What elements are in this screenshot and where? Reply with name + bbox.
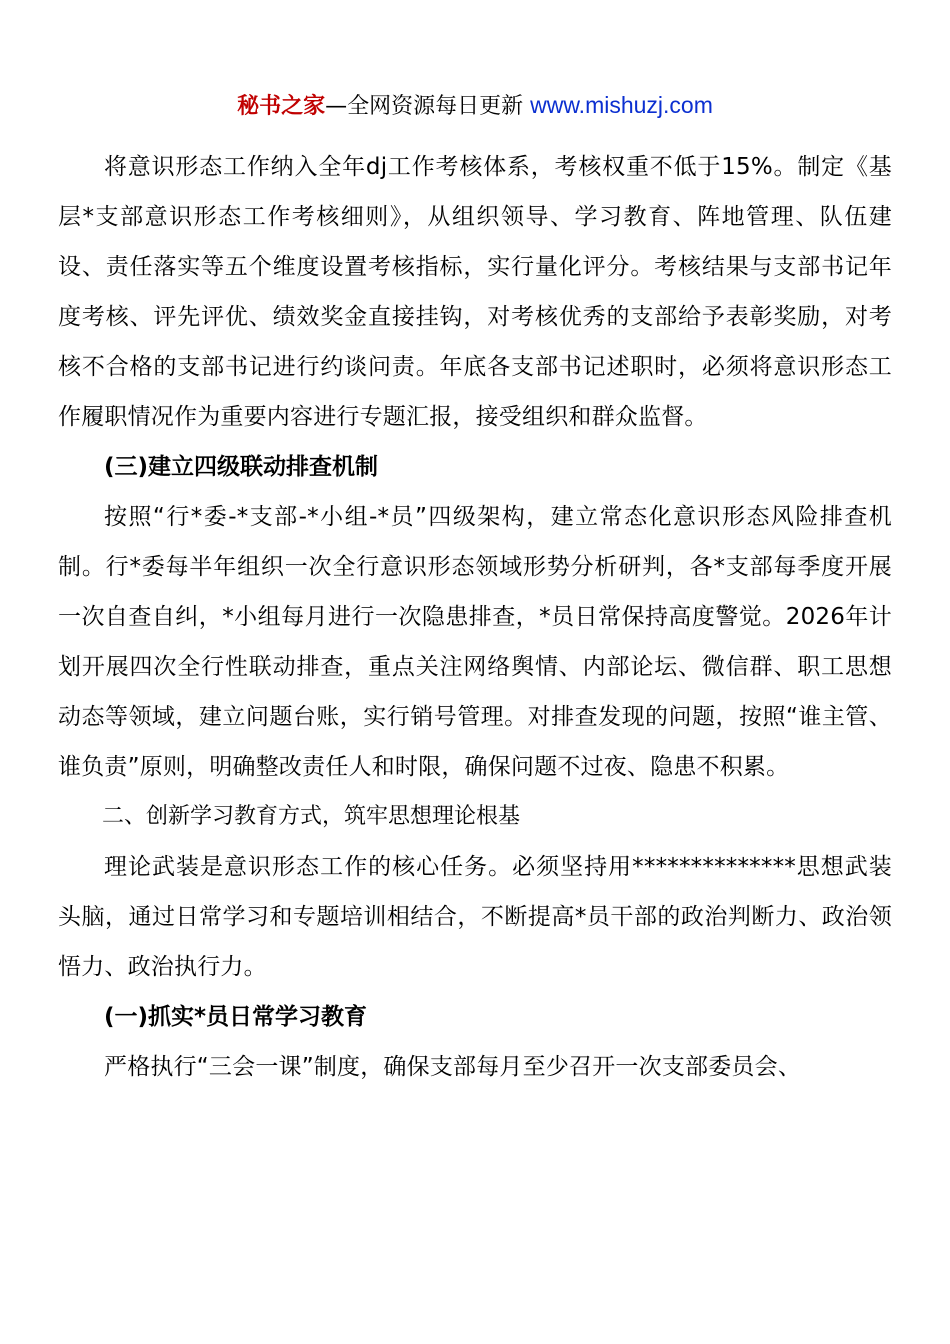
site-tagline: —全网资源每日更新	[325, 94, 531, 119]
site-header	[0, 88, 950, 124]
subheading-inspection-mechanism: (三)建立四级联动排查机制	[104, 454, 379, 480]
paragraph-three-meetings: 严格执行“三会一课”制度，确保支部每月至少召开一次支部委员会、	[104, 1054, 802, 1080]
paragraph-inspection: 按照“行*委-*支部-*小组-*员”四级架构，建立常态化意识形态风险排查机制。行*委每半年组织一次全行意识形态领域形势分析研判，各*支部每季度开展一次自查自纠，*小组每月进行一次隐患排查，*员日常保持高度警觉。2026年计划开展四次全行性联动排查，重点关注网络舆情、内部论坛、微信群、职工思想动态等领域，建立问题台账，实行销号管理。对排查发现的问题，按照“谁主管、谁负责”原则，明确整改责任人和时限，确保问题不过夜、隐患不积累。	[58, 504, 892, 780]
section-heading-learning: 二、创新学习教育方式，筑牢思想理论根基	[102, 804, 521, 829]
document-body	[58, 142, 892, 1092]
paragraph-theory: 理论武装是意识形态工作的核心任务。必须坚持用**************思想武装头脑，通过日常学习和专题培训相结合，不断提高*员干部的政治判断力、政治领悟力、政治执行力。	[58, 854, 892, 980]
subheading-daily-learning: (一)抓实*员日常学习教育	[104, 1004, 368, 1030]
site-url-link[interactable]: www.mishuzj.com	[530, 92, 713, 118]
site-brand: 秘书之家	[237, 94, 326, 119]
paragraph-assessment: 将意识形态工作纳入全年dj工作考核体系，考核权重不低于15%。制定《基层*支部意识形态工作考核细则》，从组织领导、学习教育、阵地管理、队伍建设、责任落实等五个维度设置考核指标，实行量化评分。考核结果与支部书记年度考核、评先评优、绩效奖金直接挂钩，对考核优秀的支部给予表彰奖励，对考核不合格的支部书记进行约谈问责。年底各支部书记述职时，必须将意识形态工作履职情况作为重要内容进行专题汇报，接受组织和群众监督。	[58, 154, 892, 430]
